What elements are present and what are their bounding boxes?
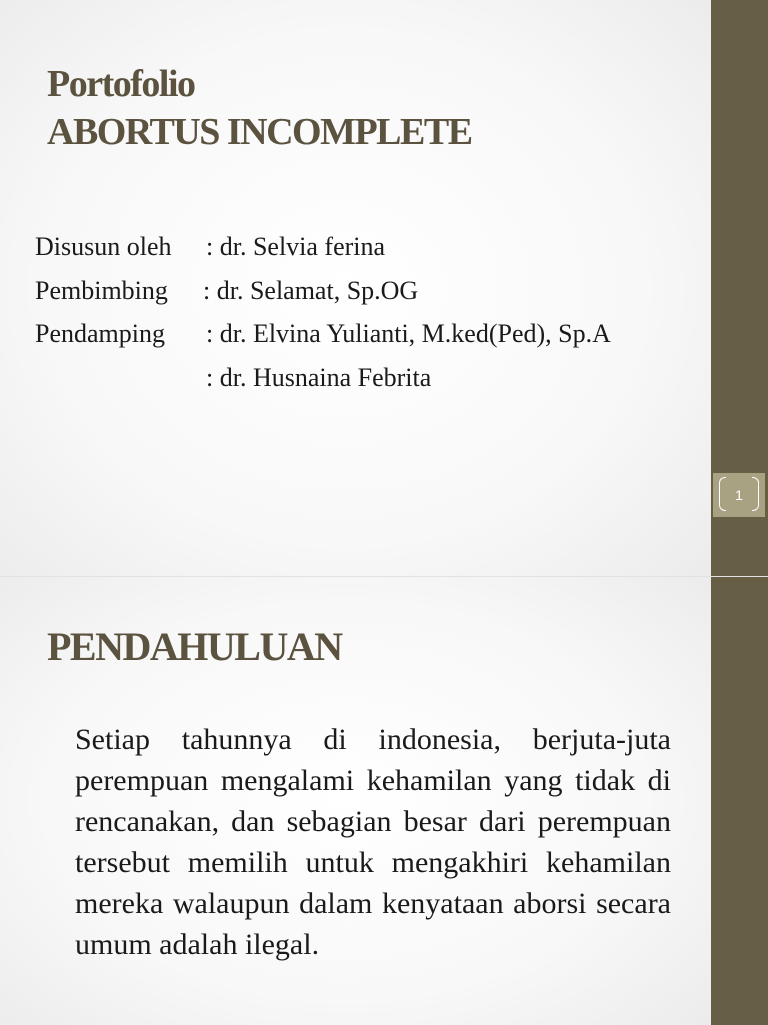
slide-2: [0, 576, 768, 1025]
info-value: : dr. Husnaina Febrita: [206, 362, 432, 392]
sidebar-accent: [711, 577, 768, 1025]
info-value: : dr. Elvina Yulianti, M.ked(Ped), Sp.A: [206, 319, 611, 348]
slide-number: 1: [735, 487, 743, 503]
info-value: : dr. Selvia ferina: [206, 232, 386, 261]
info-label: Pembimbing: [35, 275, 168, 305]
title-line-1: Portofolio: [47, 63, 195, 105]
slide-number-badge: [713, 473, 765, 517]
info-label: Pendamping: [35, 319, 165, 348]
slide-title: [47, 60, 472, 156]
title-line-2: ABORTUS INCOMPLETE: [47, 111, 472, 153]
slide-title: PENDAHULUAN: [47, 624, 342, 669]
info-label: Disusun oleh: [35, 232, 172, 261]
info-value: : dr. Selamat, Sp.OG: [203, 275, 419, 305]
body-paragraph: Setiap tahunnya di indonesia, berjuta-juta perempuan mengalami kehamilan yang tidak di rencanakan, dan sebagian besar dari perempuan tersebut memilih untuk mengakhiri kehamilan mereka walaupun dalam kenyataan aborsi secara umum adalah ilegal.: [75, 723, 671, 961]
